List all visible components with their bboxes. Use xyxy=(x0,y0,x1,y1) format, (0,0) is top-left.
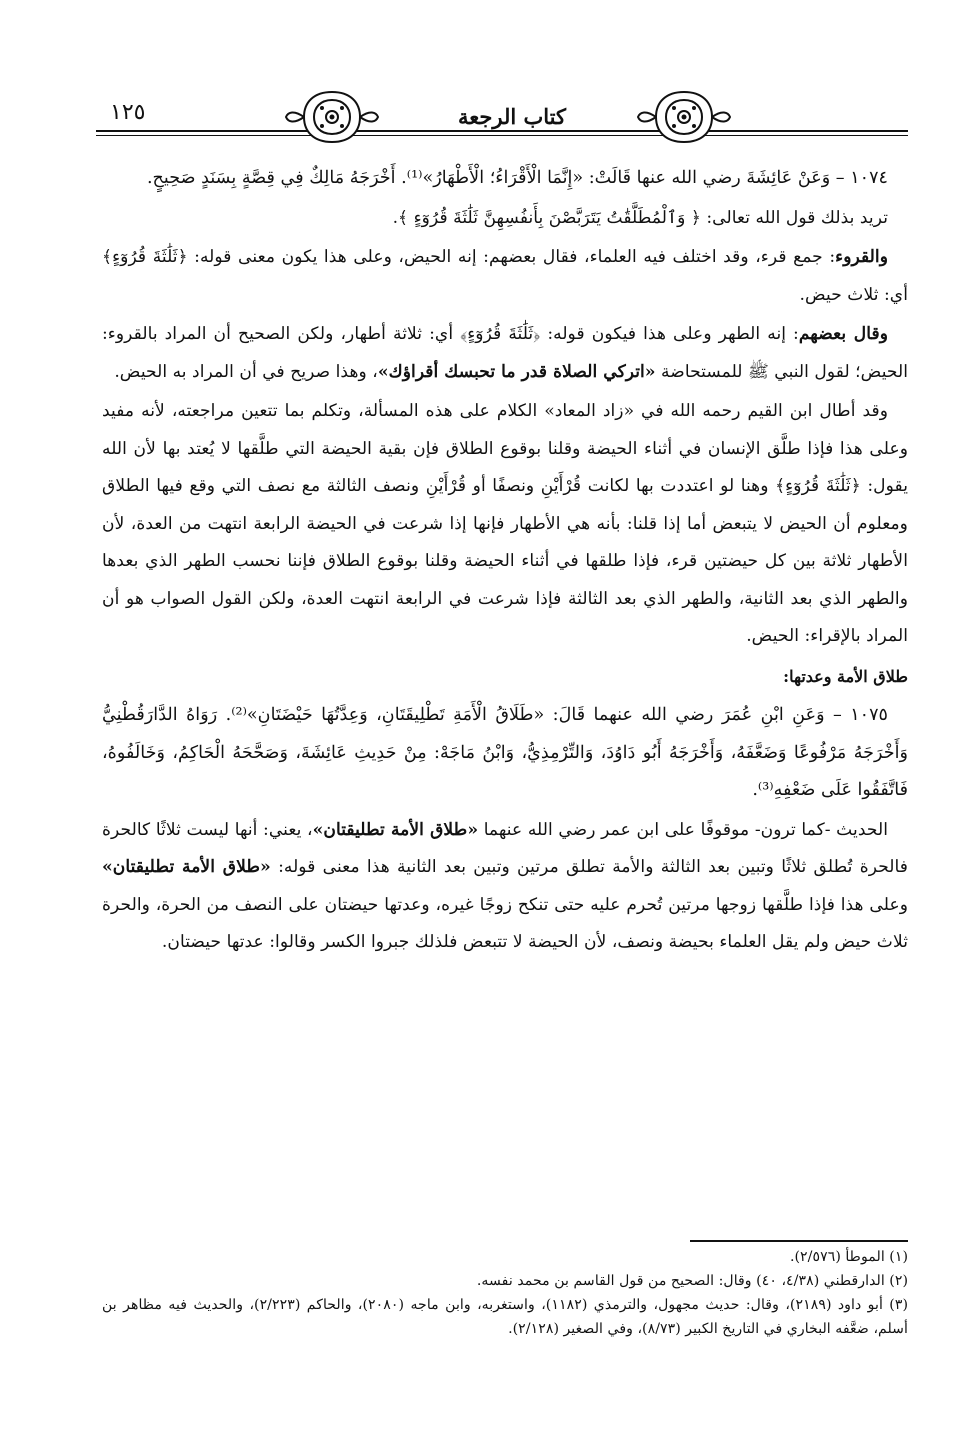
footnote-3: (٣) أبو داود (٢١٨٩)، وقال: حديث مجهول، والترمذي (١١٨٢)، واستغربه، وابن ماجه (٢٠٨٠)، والحاكم (٢/٢٢٣)، والحديث فيه مظاهر بن أسلم، ضعَّفه البخاري في التاريخ الكبير (٨/٧٣)، وفي الصغير (٢/١٢٨). xyxy=(102,1297,908,1337)
hadith-quote: «طلاق الأمة تطليقتان» xyxy=(312,819,479,840)
paragraph-text: الحديث -كما ترون- موقوفًا على ابن عمر رضي الله عنهما xyxy=(478,819,888,840)
paragraph-commentary xyxy=(102,812,908,962)
section-heading: طلاق الأمة وعدتها: xyxy=(783,666,908,686)
header-rule xyxy=(96,130,908,132)
left-ornament-icon xyxy=(284,88,380,146)
hadith-1074: ١٠٧٤ – وَعَنْ عَائِشَةَ رضي الله عنها قَالَتْ: «إِنَّمَا الْأَقْرَاءُ؛ الْأَطْهَارُ»⁽¹⁾. أَخْرَجَهُ مَالِكٌ فِي قِصَّةٍ بِسَنَدٍ صَحِيحٍ. xyxy=(146,168,888,188)
term-qurū: والقروء xyxy=(835,247,888,267)
right-ornament-icon xyxy=(636,88,732,146)
paragraph-text: ، يعني: أنها ليست ثلاثًا كالحرة فالحرة تُطلق ثلاثًا وتبين بعد الثالثة والأمة تطلق مرتين وتبين بعد الثانية هذا معنى قوله: xyxy=(102,819,908,877)
footnote-1: (١) الموطأ (٢/٥٧٦). xyxy=(790,1249,908,1265)
hadith-quote: «طلاق الأمة تطليقتان» xyxy=(102,857,271,877)
paragraph-qurū-definition xyxy=(102,239,908,314)
paragraph-text: وعلى هذا فإذا طلَّقها زوجها مرتين تُحرم عليه حتى تنكح زوجًا غيره، وعدتها حيضتان على النصف من الحرة، والحرة ثلاث حيض ولم يقل العلماء بحيضة ونصف، لأن الحيضة لا تتبعض فلذلك جبروا الكسر وقالوا: عدتها حيضتان. xyxy=(102,894,908,952)
term-second-opinion: وقال بعضهم xyxy=(798,324,888,344)
paragraph-quran-verse: تريد بذلك قول الله تعالى: ﴿ وَٱلْمُطَلَّقَٰتُ يَتَرَبَّصْنَ بِأَنفُسِهِنَّ ثَلَٰثَةَ قُرُوٓءٍ ﴾. xyxy=(392,207,888,228)
chapter-title: كتاب الرجعة xyxy=(396,104,628,129)
footnote-rule xyxy=(690,1240,908,1242)
page-header xyxy=(96,84,908,156)
hadith-1075: ١٠٧٥ – وَعَنِ ابْنِ عُمَرَ رضي الله عنهما قَالَ: «طَلَاقُ الْأَمَةِ تَطْلِيقَتَانِ، وَعِدَّتُهَا حَيْضَتَانِ»⁽²⁾. رَوَاهُ الدَّارَقُطْنِيُّ وَأَخْرَجَهُ مَرْفُوعًا وَضَعَّفَهُ، وَأَخْرَجَهُ أَبُو دَاوُدَ، وَالتِّرْمِذِيُّ، وَابْنُ مَاجَهْ: مِنْ حَدِيثِ عَائِشَةَ، وَصَحَّحَهُ الْحَاكِمُ، وَخَالَفُوهُ، فَاتَّفَقُوا عَلَى ضَعْفِهِ⁽³⁾. xyxy=(102,705,908,800)
paragraph-ibn-qayyim: وقد أطال ابن القيم رحمه الله في «زاد المعاد» الكلام على هذه المسألة، وتكلم بما تتعين مراجعته، لأنه مفيد وعلى هذا فإذا طلَّق الإنسان في أثناء الحيضة وقلنا بوقوع الطلاق فإن بقية الحيضة التي طلَّقها لا يُعتد بها لأن الله يقول: ﴿ثَلَٰثَةَ قُرُوٓءٍ﴾ وهنا لو اعتددت بها لكانت قُرْأَيْنِ ونصفًا أو قُرْأَيْنِ ونصف الثالثة مع نصف التي وقع فيها الطلاق ومعلوم أن الحيض لا يتبعض أما إذا قلنا: بأنه هي الأطهار فإنها إذا شرعت في الحيضة الرابعة انتهت من العدة، لأن الأطهار ثلاثة بين كل حيضتين قرء، فإذا طلقها في أثناء الحيضة وقلنا بوقوع الطلاق فإننا نحسب الطهر الذي بعدها والطهر الذي بعد الثانية، والطهر الذي بعد الثالثة فإذا شرعت في الرابعة انتهت العدة، ولكن القول الصواب هو أن المراد بالإقراء: الحيض. xyxy=(102,401,908,646)
main-text xyxy=(102,160,908,964)
footnotes xyxy=(102,1245,908,1341)
paragraph-text: : جمع قرء، وقد اختلف فيه العلماء، فقال بعضهم: إنه الحيض، وعلى هذا يكون معنى قوله: ﴿ثَلَٰثَةَ قُرُوٓءٍ﴾ أي: ثلاث حيض. xyxy=(102,247,908,305)
footnote-2: (٢) الدارقطني (٤/٣٨، ٤٠) وقال: الصحيح من قول القاسم بن محمد نفسه. xyxy=(476,1273,908,1289)
paragraph-second-opinion xyxy=(102,316,908,391)
paragraph-text: : إنه الطهر وعلى هذا فيكون قوله: ﴿ثَلَٰثَةَ قُرُوٓءٍ﴾ أي: ثلاثة أطهار، ولكن الصحيح أن المراد بالقروء: الحيض؛ لقول النبي ﷺ للمستحاضة xyxy=(102,324,908,382)
paragraph-text: ، وهذا صريح في أن المراد به الحيض. xyxy=(114,361,378,382)
page-number: ١٢٥ xyxy=(110,100,146,125)
hadith-quote: «اتركي الصلاة قدر ما تحبسك أقراؤك» xyxy=(377,361,656,382)
header-rule-thin xyxy=(96,135,908,136)
